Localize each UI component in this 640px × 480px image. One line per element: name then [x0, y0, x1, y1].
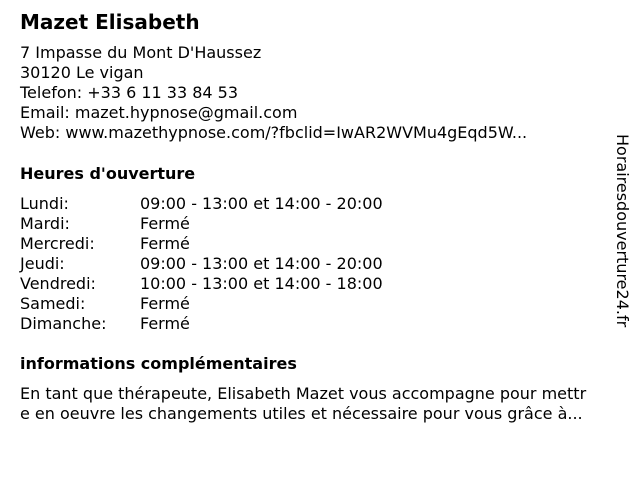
day-label: Samedi:	[20, 294, 86, 313]
hours-row-saturday	[20, 294, 600, 314]
day-label: Dimanche:	[20, 314, 107, 333]
day-hours: 10:00 - 13:00 et 14:00 - 18:00	[140, 274, 383, 293]
day-hours: 09:00 - 13:00 et 14:00 - 20:00	[140, 194, 383, 213]
phone-number[interactable]: Telefon: +33 6 11 33 84 53	[20, 83, 239, 102]
hours-row-friday	[20, 274, 600, 294]
hours-row-sunday	[20, 314, 600, 334]
day-label: Lundi:	[20, 194, 69, 213]
additional-info-heading: informations complémentaires	[20, 354, 297, 373]
hours-row-tuesday	[20, 214, 600, 234]
day-label: Mardi:	[20, 214, 70, 233]
day-label: Vendredi:	[20, 274, 96, 293]
watermark-text: Horairesdouverture24.fr	[613, 134, 632, 328]
address-street: 7 Impasse du Mont D'Haussez	[20, 43, 262, 62]
website-link[interactable]: Web: www.mazethypnose.com/?fbclid=IwAR2WVMu4gEqd5W...	[20, 123, 528, 142]
address-city: 30120 Le vigan	[20, 63, 144, 82]
description-line: En tant que thérapeute, Elisabeth Mazet vous accompagne pour mettr	[20, 384, 587, 403]
opening-hours-heading: Heures d'ouverture	[20, 164, 196, 183]
day-hours: Fermé	[140, 214, 190, 233]
email-address[interactable]: Email: mazet.hypnose@gmail.com	[20, 103, 298, 122]
day-label: Mercredi:	[20, 234, 95, 253]
hours-row-wednesday	[20, 234, 600, 254]
day-hours: Fermé	[140, 294, 190, 313]
additional-info-text	[20, 384, 586, 424]
hours-row-monday	[20, 194, 600, 214]
contact-info	[20, 43, 527, 143]
description-line: e en oeuvre les changements utiles et nécessaire pour vous grâce à...	[20, 404, 583, 423]
opening-hours-table	[20, 194, 600, 334]
business-name: Mazet Elisabeth	[20, 10, 200, 34]
day-hours: Fermé	[140, 234, 190, 253]
hours-row-thursday	[20, 254, 600, 274]
day-hours: 09:00 - 13:00 et 14:00 - 20:00	[140, 254, 383, 273]
site-watermark	[612, 134, 632, 344]
day-label: Jeudi:	[20, 254, 65, 273]
day-hours: Fermé	[140, 314, 190, 333]
